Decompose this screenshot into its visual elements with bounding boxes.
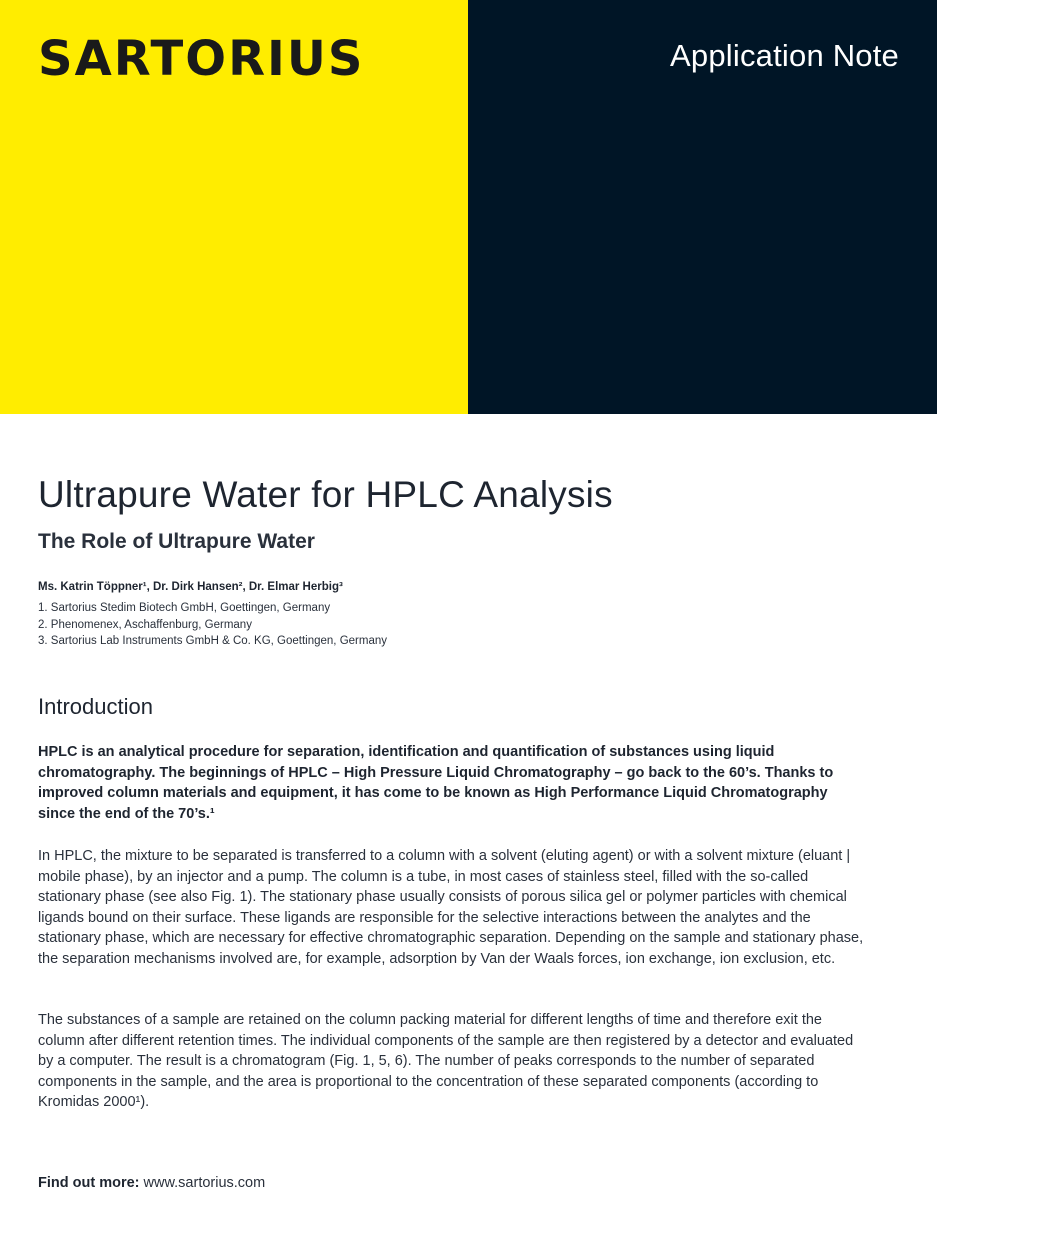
section-heading-introduction: Introduction [38,694,153,719]
page-title: Ultrapure Water for HPLC Analysis [38,474,613,515]
hero-yellow-panel [0,0,468,414]
publication-date: April, 2014 [977,278,1049,295]
hero-dark-panel [468,0,1049,545]
author-list: Ms. Katrin Töppner¹, Dr. Dirk Hansen², Dr. Elmar Herbig³ [38,581,343,593]
intro-paragraph: The substances of a sample are retained on the column packing material for different lengths of time and therefore exit the column after different retention times. The individual components of the sample are then registered by a detector and evaluated by a computer. The result is a chromatogram (Fig. 1, 5, 6). The number of peaks corresponds to the number of separated components in the sample, and the area is proportional to the concentration of these separated components (according to Kromidas 2000¹). [38,1012,854,1110]
document-type: Application Note [670,38,899,73]
footer [38,1175,265,1191]
page-subtitle: The Role of Ultrapure Water [38,530,315,553]
affiliation-list [38,600,387,650]
keyword-item: No ghost peaks – for optimal results [977,465,1048,545]
affiliation-item: 3. Sartorius Lab Instruments GmbH & Co. KG, Goettingen, Germany [38,635,387,647]
keywords-label: Keywords or phrases: [977,318,1049,377]
affiliation-item: 2. Phenomenex, Aschaffenburg, Germany [38,618,252,631]
keyword-item: Ultrapure Water for HPLC Analysis [977,381,1039,461]
website-link[interactable]: www.sartorius.com [143,1175,266,1191]
footer-label: Find out more: [38,1175,140,1191]
logo-text: SARTORIUS [38,31,365,87]
sartorius-logo [38,30,365,91]
document-meta [977,276,1049,547]
intro-paragraph: In HPLC, the mixture to be separated is transferred to a column with a solvent (eluting agent) or with a solvent mixture (eluant | mobile phase), by an injector and a pump. The column is a tube, in most cases of stainless steel, filled with the so-called stationary phase (see also Fig. 1). The stationary phase usually consists of porous silica gel or polymer particles with chemical ligands bound on their surface. These ligands are responsible for the selective interactions between the analytes and the stationary phase, which are necessary for effective chromatographic separation. Depending on the sample and stationary phase, the separation mechanisms involved are, for example, adsorption by Van der Waals forces, ion exchange, ion exclusion, etc. [38,848,864,967]
affiliation-item: 1. Sartorius Stedim Biotech GmbH, Goettingen, Germany [38,602,331,614]
intro-lead-paragraph: HPLC is an analytical procedure for separation, identification and quantification of substances using liquid chromatography. The beginnings of HPLC – High Pressure Liquid Chromatography – go back to the 60’s. Thanks to improved column materials and equipment, it has come to be known as High Performance Liquid Chromatography since the end of the 70’s.¹ [38,744,834,822]
